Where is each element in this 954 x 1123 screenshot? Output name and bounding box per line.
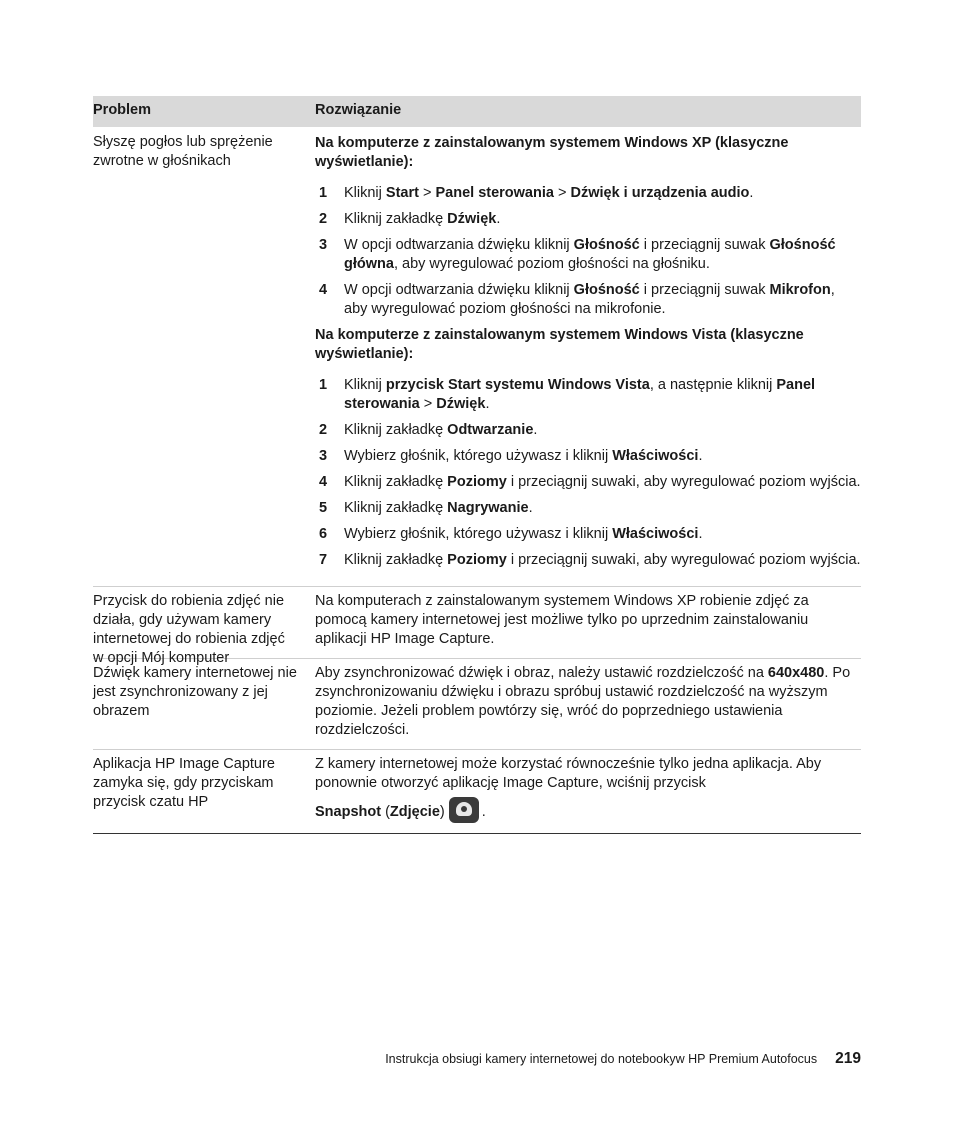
troubleshooting-table <box>93 96 861 834</box>
step-text <box>344 376 861 414</box>
step-ui-label: Nagrywanie <box>447 500 529 516</box>
solution-text-part: . Po zsynchronizowaniu dźwięku i obrazu spróbuj ustawić rozdzielczość na wyższym poziomie. Jeżeli problem powtórzy się, wróć do poprzedniego ustawienia rozdzielczości. <box>315 665 851 738</box>
solution-text: Na komputerach z zainstalowanym systemem Windows XP robienie zdjęć za pomocą kamery internetowej jest możliwe tylko po uprzednim zainstalowaniu aplikacji HP Image Capture. <box>315 593 809 647</box>
step-number: 3 <box>319 448 328 464</box>
table-row <box>93 127 861 587</box>
step-text <box>344 210 861 229</box>
step-text-part: i przeciągnij suwak <box>639 237 770 253</box>
step-text-part: . <box>533 422 538 438</box>
step-text <box>344 473 861 492</box>
step-text-part: Kliknij zakładkę <box>344 474 448 490</box>
step-item <box>315 499 861 518</box>
step-text <box>344 184 861 203</box>
solution-text-part: Aby zsynchronizować dźwięk i obraz, należy ustawić rozdzielczość na <box>315 665 768 681</box>
problem-cell: Dźwięk kamery internetowej nie jest zsynchronizowany z jej obrazem <box>93 665 297 719</box>
step-ui-label: Właściwości <box>612 526 699 542</box>
step-item <box>315 447 861 466</box>
step-item <box>315 525 861 544</box>
step-text <box>344 281 861 319</box>
step-item <box>315 184 861 203</box>
step-text-part: > <box>419 396 437 412</box>
xp-heading: Na komputerze z zainstalowanym systemem Windows XP (klasyczne wyświetlanie): <box>315 135 789 170</box>
step-text-part: . <box>698 448 703 464</box>
step-text-part: Wybierz głośnik, którego używasz i kliknij <box>344 526 613 542</box>
step-ui-label: Właściwości <box>612 448 699 464</box>
resolution-value: 640x480 <box>767 665 825 681</box>
solution-cell <box>315 592 861 649</box>
step-item <box>315 236 861 274</box>
step-number: 1 <box>319 185 328 201</box>
vista-heading: Na komputerze z zainstalowanym systemem Windows Vista (klasyczne wyświetlanie): <box>315 327 804 362</box>
page-number: 219 <box>835 1050 861 1067</box>
step-text <box>344 447 861 466</box>
step-text-part: , aby wyregulować poziom głośności na głośniku. <box>393 256 710 272</box>
step-text <box>344 525 861 544</box>
step-text-part: . <box>485 396 490 412</box>
step-ui-label: Mikrofon <box>769 282 831 298</box>
step-text-part: . <box>528 500 533 516</box>
step-text-part: . <box>698 526 703 542</box>
step-number: 3 <box>319 237 328 253</box>
step-ui-label: Poziomy <box>447 474 507 490</box>
header-problem: Problem <box>93 102 152 118</box>
step-text-part: . <box>749 185 754 201</box>
step-text <box>344 551 861 570</box>
header-solution: Rozwiązanie <box>315 102 402 118</box>
step-text-part: > <box>553 185 571 201</box>
table-row <box>93 750 861 834</box>
vista-steps-list <box>315 376 861 570</box>
table-row <box>93 659 861 750</box>
problem-cell: Aplikacja HP Image Capture zamyka się, gdy przyciskam przycisk czatu HP <box>93 756 275 810</box>
page-footer <box>385 1050 861 1068</box>
step-ui-label: Głośność <box>573 237 640 253</box>
solution-text <box>315 664 861 740</box>
step-number: 5 <box>319 500 328 516</box>
problem-cell: Przycisk do robienia zdjęć nie działa, gdy używam kamery internetowej do robienia zdjęć w opcji Mój komputer <box>93 593 285 666</box>
step-ui-label: Start <box>385 185 419 201</box>
step-text-part: Wybierz głośnik, którego używasz i kliknij <box>344 448 613 464</box>
step-text-part: Kliknij <box>344 185 386 201</box>
step-text <box>344 421 861 440</box>
step-text-part: W opcji odtwarzania dźwięku kliknij <box>344 282 574 298</box>
step-number: 2 <box>319 211 328 227</box>
step-text-part: , a następnie kliknij <box>649 377 777 393</box>
step-number: 4 <box>319 474 328 490</box>
step-text-part: Kliknij zakładkę <box>344 211 448 227</box>
period: . <box>481 803 486 820</box>
step-ui-label: Głośność <box>573 282 640 298</box>
step-number: 7 <box>319 552 328 568</box>
step-ui-label: Panel sterowania <box>344 377 816 412</box>
step-item <box>315 421 861 440</box>
step-number: 4 <box>319 282 328 298</box>
step-ui-label: Dźwięk <box>436 396 486 412</box>
step-item <box>315 551 861 570</box>
step-ui-label: Poziomy <box>447 552 507 568</box>
step-ui-label: Głośność główna <box>344 237 836 272</box>
solution-cell <box>315 755 861 823</box>
snapshot-label: Snapshot <box>315 803 382 820</box>
table-row <box>93 587 861 666</box>
step-text-part: . <box>496 211 501 227</box>
paren-close: ) <box>439 803 445 820</box>
step-text-part: Kliknij zakładkę <box>344 552 448 568</box>
footer-text: Instrukcja obsiugi kamery internetowej do notebookyw HP Premium Autofocus <box>385 1052 818 1066</box>
snapshot-button-icon <box>449 797 479 823</box>
step-number: 6 <box>319 526 328 542</box>
step-text-part: i przeciągnij suwaki, aby wyregulować poziom wyjścia. <box>506 474 861 490</box>
step-item <box>315 473 861 492</box>
solution-text: Z kamery internetowej może korzystać równocześnie tylko jedna aplikacja. Aby ponownie otworzyć aplikację Image Capture, wciśnij przycisk <box>315 756 822 791</box>
step-ui-label: przycisk Start systemu Windows Vista <box>385 377 650 393</box>
step-item <box>315 210 861 229</box>
step-ui-label: Dźwięk i urządzenia audio <box>570 185 750 201</box>
step-item <box>315 376 861 414</box>
step-ui-label: Odtwarzanie <box>447 422 534 438</box>
snapshot-line <box>315 801 861 823</box>
step-text <box>344 236 861 274</box>
solution-cell <box>315 134 861 570</box>
table-header <box>93 96 861 127</box>
step-ui-label: Panel sterowania <box>435 185 554 201</box>
step-text-part: i przeciągnij suwak <box>639 282 770 298</box>
step-number: 1 <box>319 377 328 393</box>
zdjecie-label: Zdjęcie <box>389 803 440 820</box>
step-number: 2 <box>319 422 328 438</box>
paren-open: ( <box>381 803 390 820</box>
step-text-part: > <box>418 185 436 201</box>
step-text <box>344 499 861 518</box>
xp-steps-list <box>315 184 861 319</box>
step-text-part: i przeciągnij suwaki, aby wyregulować poziom wyjścia. <box>506 552 861 568</box>
step-text-part: Kliknij zakładkę <box>344 422 448 438</box>
problem-cell: Słyszę pogłos lub sprężenie zwrotne w głośnikach <box>93 134 273 169</box>
solution-cell <box>315 664 861 740</box>
step-text-part: W opcji odtwarzania dźwięku kliknij <box>344 237 574 253</box>
step-item <box>315 281 861 319</box>
step-text-part: Kliknij <box>344 377 386 393</box>
step-text-part: , aby wyregulować poziom głośności na mikrofonie. <box>344 282 835 317</box>
step-text-part: Kliknij zakładkę <box>344 500 448 516</box>
step-ui-label: Dźwięk <box>447 211 497 227</box>
